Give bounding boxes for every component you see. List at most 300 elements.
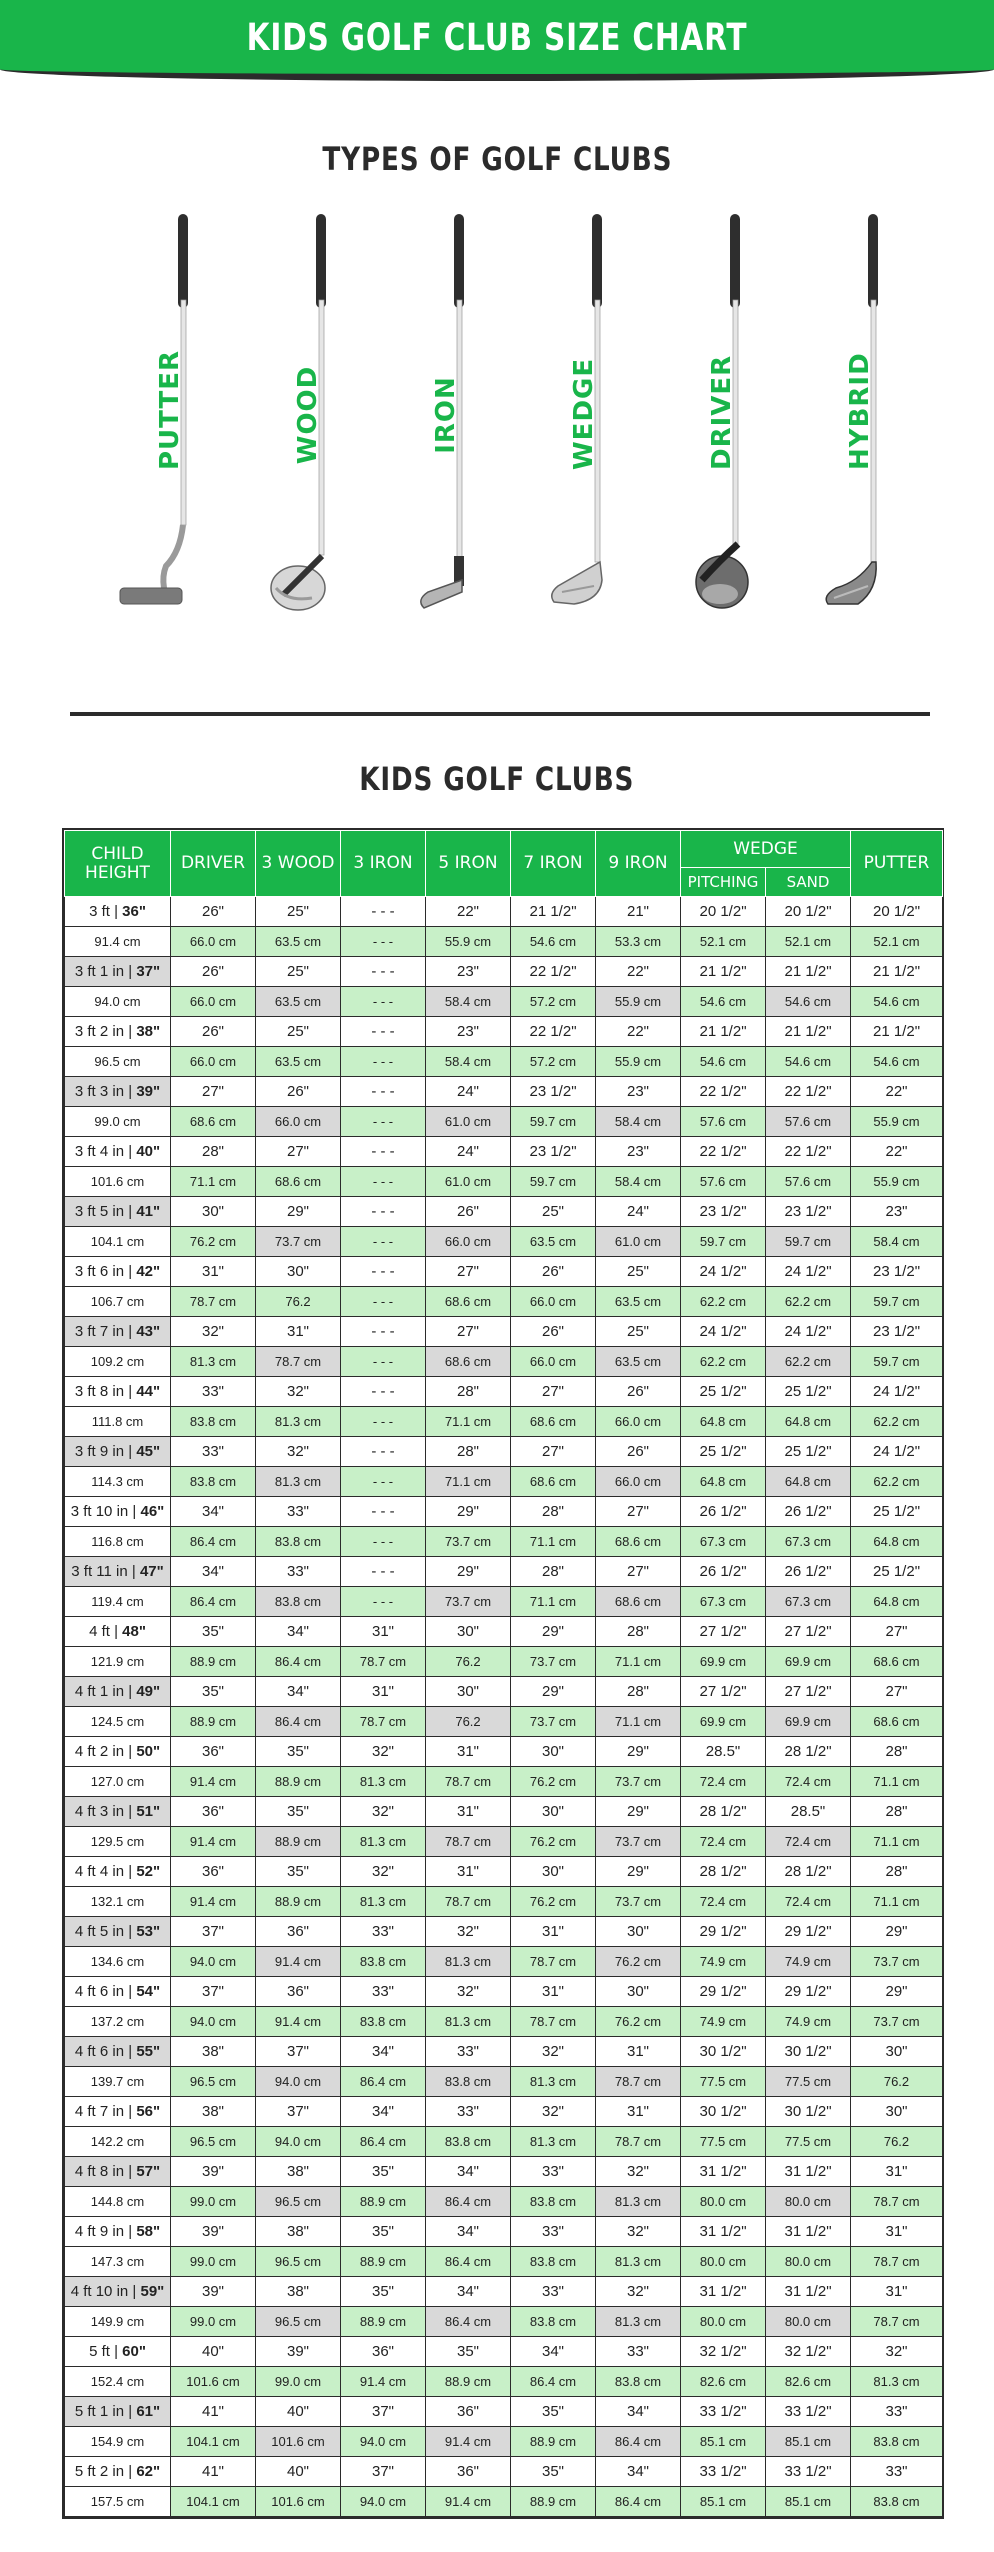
cell-inches: 26"	[171, 897, 256, 927]
cell-cm: 76.2	[851, 2067, 943, 2097]
cell-cm: 85.1 cm	[681, 2427, 766, 2457]
cell-cm: 86.4 cm	[596, 2427, 681, 2457]
cell-cm: 99.0 cm	[256, 2367, 341, 2397]
cell-cm: 99.0 cm	[171, 2247, 256, 2277]
cell-cm: - - -	[341, 1467, 426, 1497]
child-height-inches	[65, 1557, 171, 1587]
cell-inches: 37"	[256, 2097, 341, 2127]
cell-inches: 27"	[426, 1257, 511, 1287]
child-height-cm: 96.5 cm	[65, 1047, 171, 1077]
cell-cm: 94.0 cm	[171, 2007, 256, 2037]
cell-inches: 30"	[426, 1617, 511, 1647]
cell-inches: 25"	[256, 957, 341, 987]
cell-inches: 28.5"	[766, 1797, 851, 1827]
cell-inches: 29 1/2"	[766, 1917, 851, 1947]
height-feet: 4 ft 4 in |	[74, 1863, 137, 1880]
cell-cm: 63.5 cm	[596, 1287, 681, 1317]
cell-cm: 68.6 cm	[851, 1707, 943, 1737]
cell-inches: 29"	[511, 1617, 596, 1647]
cell-cm: 91.4 cm	[256, 2007, 341, 2037]
cell-inches: 28"	[426, 1437, 511, 1467]
cell-cm: 83.8 cm	[511, 2187, 596, 2217]
cell-cm: 68.6 cm	[171, 1107, 256, 1137]
child-height-cm: 91.4 cm	[65, 927, 171, 957]
cell-inches: 36"	[256, 1977, 341, 2007]
cell-inches: 21 1/2"	[511, 897, 596, 927]
cell-cm: 57.6 cm	[766, 1167, 851, 1197]
cell-inches: 35"	[511, 2397, 596, 2427]
height-inches: 41"	[136, 1203, 161, 1220]
header-5-iron: 5 IRON	[426, 831, 511, 897]
cell-cm: 83.8 cm	[851, 2487, 943, 2517]
cell-cm: 88.9 cm	[256, 1887, 341, 1917]
cell-inches: 20 1/2"	[766, 897, 851, 927]
height-inches: 52"	[136, 1863, 161, 1880]
child-height-inches	[65, 1917, 171, 1947]
cell-inches: 29"	[426, 1557, 511, 1587]
cell-cm: 71.1 cm	[426, 1407, 511, 1437]
height-feet: 5 ft 2 in |	[74, 2463, 137, 2480]
child-height-cm: 142.2 cm	[65, 2127, 171, 2157]
cell-cm: 77.5 cm	[681, 2127, 766, 2157]
child-height-inches	[65, 1257, 171, 1287]
cell-cm: 67.3 cm	[681, 1587, 766, 1617]
table-row	[65, 1587, 943, 1617]
cell-inches: 30"	[596, 1977, 681, 2007]
cell-cm: 80.0 cm	[681, 2247, 766, 2277]
table-row	[65, 1707, 943, 1737]
cell-cm: 86.4 cm	[341, 2127, 426, 2157]
table-row	[65, 2067, 943, 2097]
table-row	[65, 927, 943, 957]
cell-cm: 86.4 cm	[511, 2367, 596, 2397]
height-feet: 4 ft 1 in |	[74, 1683, 137, 1700]
cell-inches: 31"	[426, 1857, 511, 1887]
cell-cm: 55.9 cm	[426, 927, 511, 957]
height-inches: 46"	[140, 1503, 165, 1520]
cell-inches: 22 1/2"	[766, 1077, 851, 1107]
cell-cm: 57.6 cm	[681, 1107, 766, 1137]
club-label-wedge: WEDGE	[569, 357, 599, 470]
cell-inches: 32"	[256, 1437, 341, 1467]
cell-cm: 78.7 cm	[426, 1767, 511, 1797]
cell-inches: 31"	[511, 1977, 596, 2007]
height-inches: 49"	[136, 1683, 161, 1700]
child-height-inches	[65, 2277, 171, 2307]
table-section-title: KIDS GOLF CLUBS	[359, 760, 635, 798]
table-row	[65, 1287, 943, 1317]
cell-inches: 26"	[171, 1017, 256, 1047]
header-9-iron: 9 IRON	[596, 831, 681, 897]
cell-inches: 25"	[511, 1197, 596, 1227]
cell-cm: 57.6 cm	[681, 1167, 766, 1197]
club-hybrid	[780, 200, 920, 670]
cell-cm: 88.9 cm	[256, 1827, 341, 1857]
cell-cm: 68.6 cm	[511, 1467, 596, 1497]
cell-inches: 27"	[511, 1377, 596, 1407]
cell-inches: - - -	[341, 1017, 426, 1047]
cell-inches: - - -	[341, 1137, 426, 1167]
table-row	[65, 1317, 943, 1347]
height-inches: 45"	[136, 1443, 161, 1460]
cell-inches: 20 1/2"	[681, 897, 766, 927]
table-row	[65, 1917, 943, 1947]
cell-cm: 71.1 cm	[851, 1887, 943, 1917]
cell-cm: 76.2	[426, 1647, 511, 1677]
cell-inches: 29"	[851, 1917, 943, 1947]
table-row	[65, 1857, 943, 1887]
club-putter	[90, 200, 230, 670]
cell-inches: 28"	[426, 1377, 511, 1407]
cell-inches: 24 1/2"	[681, 1317, 766, 1347]
height-feet: 4 ft 3 in |	[74, 1803, 137, 1820]
cell-cm: 71.1 cm	[596, 1647, 681, 1677]
table-row	[65, 2247, 943, 2277]
table-row	[65, 1737, 943, 1767]
cell-inches: 34"	[256, 1617, 341, 1647]
cell-cm: - - -	[341, 927, 426, 957]
cell-inches: 23 1/2"	[766, 1197, 851, 1227]
cell-inches: 25"	[256, 1017, 341, 1047]
cell-inches: 31 1/2"	[766, 2277, 851, 2307]
cell-cm: 55.9 cm	[851, 1107, 943, 1137]
height-inches: 43"	[136, 1323, 161, 1340]
cell-inches: 26 1/2"	[766, 1497, 851, 1527]
table-row	[65, 2217, 943, 2247]
cell-cm: 73.7 cm	[596, 1887, 681, 1917]
cell-cm: 80.0 cm	[766, 2247, 851, 2277]
table-row	[65, 1167, 943, 1197]
cell-cm: 68.6 cm	[256, 1167, 341, 1197]
cell-cm: 57.2 cm	[511, 987, 596, 1017]
cell-inches: 34"	[426, 2277, 511, 2307]
cell-inches: 22"	[851, 1077, 943, 1107]
cell-cm: 74.9 cm	[681, 1947, 766, 1977]
cell-inches: 37"	[341, 2397, 426, 2427]
cell-inches: 31"	[851, 2217, 943, 2247]
cell-cm: 78.7 cm	[851, 2187, 943, 2217]
cell-inches: 30 1/2"	[681, 2037, 766, 2067]
table-row	[65, 1107, 943, 1137]
cell-inches: 33"	[851, 2397, 943, 2427]
cell-inches: 23 1/2"	[851, 1257, 943, 1287]
cell-inches: 24"	[596, 1197, 681, 1227]
cell-inches: 21 1/2"	[851, 1017, 943, 1047]
child-height-inches	[65, 1317, 171, 1347]
cell-inches: 31"	[426, 1797, 511, 1827]
cell-inches: 30"	[851, 2037, 943, 2067]
height-inches: 61"	[136, 2403, 161, 2420]
cell-inches: 35"	[341, 2277, 426, 2307]
cell-cm: 74.9 cm	[766, 1947, 851, 1977]
cell-inches: 34"	[426, 2217, 511, 2247]
cell-cm: 83.8 cm	[341, 1947, 426, 1977]
cell-cm: 96.5 cm	[256, 2247, 341, 2277]
cell-cm: 78.7 cm	[511, 1947, 596, 1977]
club-iron	[366, 200, 506, 670]
cell-inches: 36"	[256, 1917, 341, 1947]
cell-cm: 72.4 cm	[681, 1887, 766, 1917]
height-inches: 60"	[122, 2343, 146, 2360]
cell-cm: 67.3 cm	[681, 1527, 766, 1557]
cell-inches: 22 1/2"	[511, 1017, 596, 1047]
cell-cm: 83.8 cm	[596, 2367, 681, 2397]
cell-cm: 62.2 cm	[766, 1347, 851, 1377]
cell-inches: 26 1/2"	[681, 1557, 766, 1587]
child-height-inches	[65, 2157, 171, 2187]
header-sand: SAND	[766, 868, 851, 897]
cell-cm: 58.4 cm	[596, 1167, 681, 1197]
cell-inches: 31"	[851, 2277, 943, 2307]
cell-cm: 64.8 cm	[851, 1587, 943, 1617]
child-height-cm: 114.3 cm	[65, 1467, 171, 1497]
cell-cm: 101.6 cm	[256, 2487, 341, 2517]
cell-cm: 81.3 cm	[341, 1767, 426, 1797]
cell-inches: 30 1/2"	[766, 2037, 851, 2067]
cell-cm: 94.0 cm	[341, 2487, 426, 2517]
cell-cm: 69.9 cm	[681, 1707, 766, 1737]
header-pitching: PITCHING	[681, 868, 766, 897]
cell-cm: 78.7 cm	[596, 2067, 681, 2097]
cell-cm: 54.6 cm	[511, 927, 596, 957]
cell-inches: 26 1/2"	[766, 1557, 851, 1587]
cell-cm: 53.3 cm	[596, 927, 681, 957]
child-height-inches	[65, 1197, 171, 1227]
child-height-cm: 121.9 cm	[65, 1647, 171, 1677]
cell-inches: 29"	[596, 1797, 681, 1827]
cell-cm: 99.0 cm	[171, 2187, 256, 2217]
cell-inches: 33"	[511, 2277, 596, 2307]
cell-cm: 55.9 cm	[596, 1047, 681, 1077]
height-feet: 3 ft 8 in |	[74, 1383, 137, 1400]
cell-cm: 62.2 cm	[766, 1287, 851, 1317]
cell-cm: 86.4 cm	[426, 2247, 511, 2277]
cell-cm: 71.1 cm	[851, 1827, 943, 1857]
cell-inches: 26"	[596, 1377, 681, 1407]
cell-cm: 64.8 cm	[851, 1527, 943, 1557]
cell-inches: 27"	[171, 1077, 256, 1107]
cell-inches: 38"	[256, 2157, 341, 2187]
cell-inches: 32"	[171, 1317, 256, 1347]
child-height-cm: 147.3 cm	[65, 2247, 171, 2277]
height-inches: 50"	[136, 1743, 161, 1760]
cell-cm: 86.4 cm	[426, 2307, 511, 2337]
cell-cm: 73.7 cm	[256, 1227, 341, 1257]
cell-inches: 25"	[596, 1257, 681, 1287]
cell-inches: 30"	[851, 2097, 943, 2127]
table-row	[65, 2187, 943, 2217]
cell-inches: 25"	[596, 1317, 681, 1347]
cell-inches: 33"	[426, 2037, 511, 2067]
cell-cm: 96.5 cm	[256, 2187, 341, 2217]
table-row	[65, 2427, 943, 2457]
cell-cm: 81.3 cm	[256, 1407, 341, 1437]
cell-cm: 86.4 cm	[171, 1587, 256, 1617]
cell-inches: 27 1/2"	[766, 1677, 851, 1707]
table-row	[65, 2307, 943, 2337]
cell-inches: 27 1/2"	[681, 1617, 766, 1647]
cell-inches: 22"	[596, 957, 681, 987]
cell-cm: 68.6 cm	[596, 1587, 681, 1617]
cell-cm: 88.9 cm	[511, 2427, 596, 2457]
cell-inches: 33"	[511, 2217, 596, 2247]
cell-inches: 31"	[596, 2037, 681, 2067]
cell-cm: 74.9 cm	[766, 2007, 851, 2037]
cell-cm: 76.2 cm	[596, 1947, 681, 1977]
cell-cm: 64.8 cm	[766, 1467, 851, 1497]
cell-inches: 33 1/2"	[681, 2397, 766, 2427]
cell-cm: 96.5 cm	[171, 2127, 256, 2157]
cell-inches: 26 1/2"	[681, 1497, 766, 1527]
cell-inches: - - -	[341, 1497, 426, 1527]
cell-inches: 28"	[171, 1137, 256, 1167]
cell-inches: 36"	[171, 1797, 256, 1827]
cell-inches: 35"	[341, 2157, 426, 2187]
cell-cm: 66.0 cm	[256, 1107, 341, 1137]
cell-cm: 68.6 cm	[851, 1647, 943, 1677]
cell-cm: 76.2 cm	[511, 1767, 596, 1797]
child-height-inches	[65, 1857, 171, 1887]
cell-cm: 81.3 cm	[511, 2127, 596, 2157]
cell-inches: 26"	[596, 1437, 681, 1467]
cell-inches: 30"	[511, 1797, 596, 1827]
cell-inches: 23"	[426, 957, 511, 987]
cell-inches: 33"	[256, 1497, 341, 1527]
cell-cm: 63.5 cm	[256, 987, 341, 1017]
cell-inches: 29 1/2"	[766, 1977, 851, 2007]
cell-inches: 41"	[171, 2457, 256, 2487]
cell-inches: 24"	[426, 1077, 511, 1107]
cell-cm: 78.7 cm	[851, 2307, 943, 2337]
cell-cm: 80.0 cm	[766, 2187, 851, 2217]
cell-cm: 59.7 cm	[766, 1227, 851, 1257]
table-row	[65, 2127, 943, 2157]
table-row	[65, 1437, 943, 1467]
table-row	[65, 1557, 943, 1587]
cell-cm: 86.4 cm	[341, 2067, 426, 2097]
cell-cm: 72.4 cm	[766, 1887, 851, 1917]
cell-cm: 82.6 cm	[766, 2367, 851, 2397]
cell-inches: - - -	[341, 1077, 426, 1107]
table-row	[65, 2397, 943, 2427]
cell-inches: - - -	[341, 1437, 426, 1467]
cell-cm: 94.0 cm	[256, 2067, 341, 2097]
table-row	[65, 1347, 943, 1377]
cell-inches: 31"	[596, 2097, 681, 2127]
height-feet: 4 ft 7 in |	[74, 2103, 137, 2120]
height-inches: 62"	[136, 2463, 161, 2480]
cell-cm: 58.4 cm	[426, 987, 511, 1017]
cell-inches: 31"	[341, 1677, 426, 1707]
child-height-cm: 94.0 cm	[65, 987, 171, 1017]
table-row	[65, 1077, 943, 1107]
cell-inches: 25"	[256, 897, 341, 927]
cell-cm: 71.1 cm	[426, 1467, 511, 1497]
cell-cm: 73.7 cm	[511, 1647, 596, 1677]
child-height-cm: 99.0 cm	[65, 1107, 171, 1137]
table-row	[65, 1047, 943, 1077]
cell-inches: 29"	[426, 1497, 511, 1527]
cell-inches: 37"	[171, 1977, 256, 2007]
cell-cm: 85.1 cm	[766, 2487, 851, 2517]
cell-inches: 32"	[511, 2037, 596, 2067]
height-inches: 54"	[136, 1983, 161, 2000]
cell-cm: 66.0 cm	[511, 1347, 596, 1377]
cell-cm: 76.2 cm	[511, 1887, 596, 1917]
cell-cm: 96.5 cm	[171, 2067, 256, 2097]
cell-inches: 22 1/2"	[681, 1137, 766, 1167]
cell-cm: 66.0 cm	[511, 1287, 596, 1317]
table-row	[65, 1257, 943, 1287]
cell-cm: 86.4 cm	[256, 1707, 341, 1737]
cell-cm: 86.4 cm	[171, 1527, 256, 1557]
cell-inches: 31"	[851, 2157, 943, 2187]
cell-cm: - - -	[341, 1527, 426, 1557]
cell-inches: 31"	[426, 1737, 511, 1767]
cell-inches: 37"	[256, 2037, 341, 2067]
cell-inches: 31 1/2"	[681, 2157, 766, 2187]
height-feet: 4 ft 6 in |	[74, 2043, 137, 2060]
cell-inches: - - -	[341, 1377, 426, 1407]
cell-inches: - - -	[341, 1557, 426, 1587]
cell-cm: 81.3 cm	[596, 2247, 681, 2277]
cell-cm: 62.2 cm	[851, 1467, 943, 1497]
table-row	[65, 1947, 943, 1977]
cell-inches: 40"	[256, 2397, 341, 2427]
child-height-inches	[65, 1737, 171, 1767]
cell-cm: 96.5 cm	[256, 2307, 341, 2337]
cell-inches: 30"	[256, 1257, 341, 1287]
cell-inches: 28"	[596, 1617, 681, 1647]
cell-inches: 36"	[171, 1857, 256, 1887]
cell-inches: 27"	[596, 1557, 681, 1587]
cell-cm: 66.0 cm	[171, 1047, 256, 1077]
height-feet: 3 ft 10 in |	[70, 1503, 141, 1520]
cell-inches: 28"	[511, 1557, 596, 1587]
cell-inches: - - -	[341, 957, 426, 987]
cell-cm: 88.9 cm	[426, 2367, 511, 2397]
cell-inches: 28"	[511, 1497, 596, 1527]
cell-inches: 25 1/2"	[851, 1557, 943, 1587]
cell-cm: 76.2 cm	[171, 1227, 256, 1257]
cell-cm: 88.9 cm	[171, 1647, 256, 1677]
height-feet: 5 ft |	[89, 2343, 123, 2360]
cell-cm: 68.6 cm	[426, 1347, 511, 1377]
cell-cm: 66.0 cm	[596, 1467, 681, 1497]
cell-cm: 104.1 cm	[171, 2487, 256, 2517]
cell-cm: - - -	[341, 1407, 426, 1437]
club-types	[0, 200, 994, 670]
height-inches: 51"	[136, 1803, 161, 1820]
cell-cm: 64.8 cm	[681, 1407, 766, 1437]
height-feet: 3 ft 6 in |	[74, 1263, 137, 1280]
cell-cm: 91.4 cm	[171, 1887, 256, 1917]
cell-cm: 99.0 cm	[171, 2307, 256, 2337]
cell-cm: 54.6 cm	[681, 987, 766, 1017]
child-height-inches	[65, 1437, 171, 1467]
cell-inches: 24 1/2"	[851, 1377, 943, 1407]
cell-cm: 59.7 cm	[851, 1347, 943, 1377]
cell-inches: 35"	[171, 1617, 256, 1647]
cell-inches: 33"	[256, 1557, 341, 1587]
cell-inches: 23"	[596, 1137, 681, 1167]
height-feet: 3 ft 2 in |	[74, 1023, 137, 1040]
cell-cm: 78.7 cm	[426, 1887, 511, 1917]
table-row	[65, 1527, 943, 1557]
height-inches: 56"	[136, 2103, 161, 2120]
table-row	[65, 2157, 943, 2187]
cell-inches: 33"	[341, 1977, 426, 2007]
